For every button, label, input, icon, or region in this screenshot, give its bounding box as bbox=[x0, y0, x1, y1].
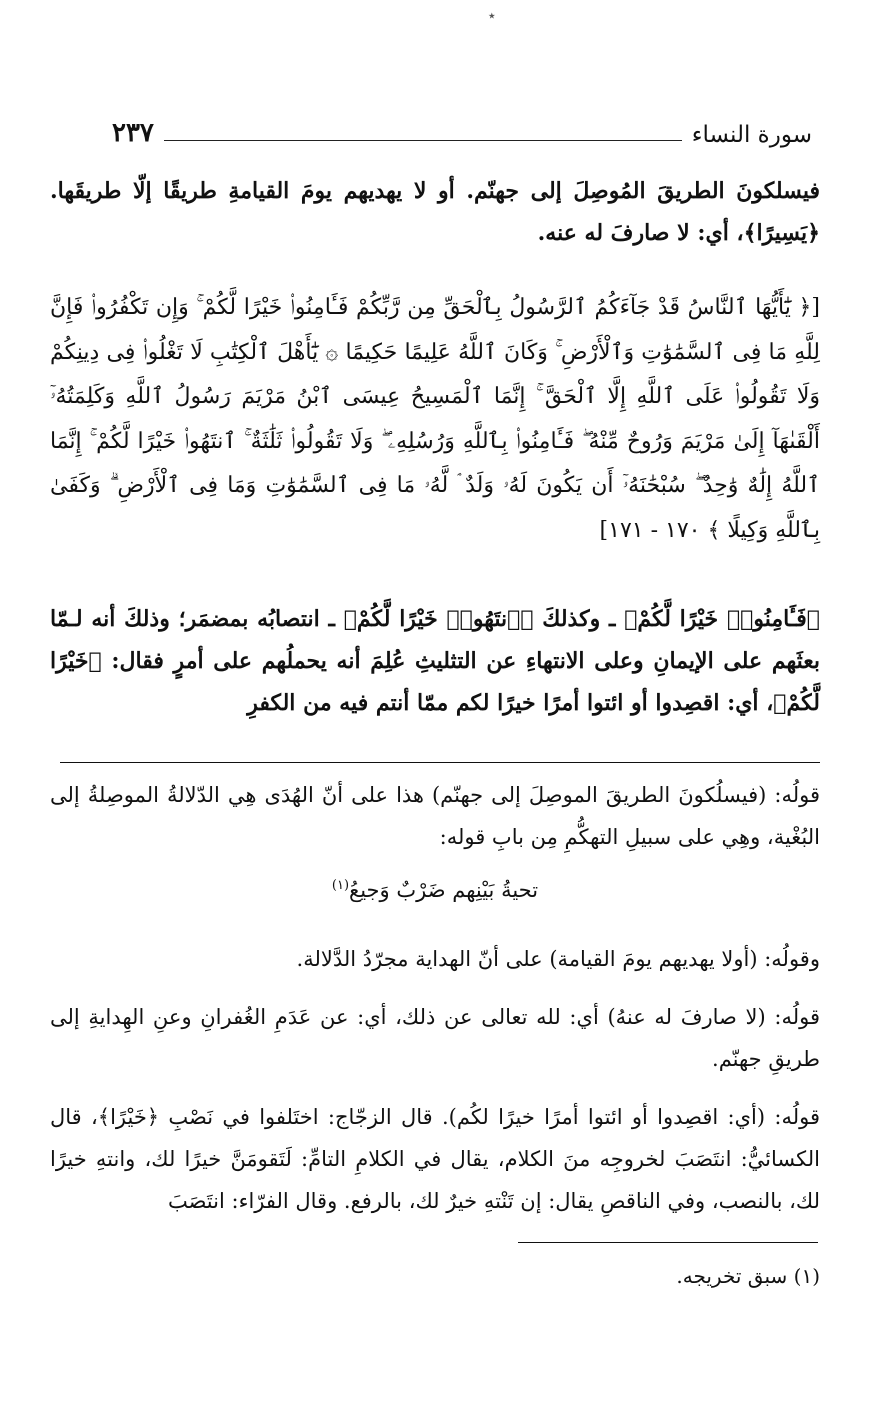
page-mark: ٭ bbox=[488, 8, 496, 24]
poetry-verse bbox=[50, 878, 820, 902]
commentary-text-2: وقولُه: (أولا يهديهم يومَ القيامة) على أنّ الهداية مجرّدُ الدَّلالة. bbox=[296, 947, 820, 971]
footnote-rule bbox=[518, 1242, 818, 1243]
footnote-ref: (١) bbox=[331, 878, 350, 893]
page-number: ٢٣٧ bbox=[112, 118, 154, 148]
main-text-p1: فيسلكونَ الطريقَ المُوصِلَ إلى جهنّم. أو لا يهديهم يومَ القيامةِ طريقًا إلّا طريقَها. ﴿يَسِيرًا﴾، أي: لا صارفَ له عنه. bbox=[50, 178, 820, 246]
commentary-text-1: قولُه: (فيسلُكونَ الطريقَ الموصِلَ إلى جهنّم) هذا على أنّ الهُدَى هِي الدّلالةُ الموصِلةُ إلى البُغْية، وهِي على سبيلِ التهكُّمِ مِن بابِ قوله: bbox=[50, 783, 820, 849]
commentary-2 bbox=[50, 938, 820, 980]
quran-passage bbox=[50, 286, 820, 553]
commentary-4 bbox=[50, 1096, 820, 1222]
commentary-text-4: قولُه: (أي: اقصِدوا أو ائتوا أمرًا خيرًا لكُم). قال الزجّاج: اختَلفوا في نَصْبِ ﴿خَيْرًا﴾، قال الكسائيُّ: انتَصَبَ لخروجِه منَ الكلام، يقال في الكلامِ التامِّ: لَتَقومَنَّ خيرًا لك، وانتهِ خيرًا لك، بالنصب، وفي الناقصِ يقال: إن تَنْتهِ خيرٌ لك، بالرفع. وقال الفرّاء: انتَصَبَ bbox=[50, 1105, 820, 1213]
main-paragraph-1 bbox=[50, 170, 820, 254]
footnote: (١) سبق تخريجه. bbox=[676, 1264, 820, 1288]
main-text-p2: ﴿فَـَٔامِنُوا۟ خَيْرًا لَّكُمْ﴾ ـ وكذلكَ ﴿ٱنتَهُوا۟ خَيْرًا لَّكُمْ﴾ ـ انتصابُه بمضمَر؛ وذلكَ أنه لـمّا بعثَهم على الإيمانِ وعلى الانتهاءِ عن التثليثِ عُلِمَ أنه يحملُهم على أمرٍ فقال: ﴿خَيْرًا لَّكُمْ﴾، أي: اقصِدوا أو ائتوا أمرًا خيرًا لكم ممّا أنتم فيه من الكفرِ bbox=[50, 606, 820, 716]
commentary-3 bbox=[50, 996, 820, 1080]
commentary-1 bbox=[50, 774, 820, 858]
main-paragraph-2 bbox=[50, 598, 820, 724]
page-header bbox=[112, 108, 812, 148]
commentary-divider bbox=[60, 762, 820, 763]
commentary-text-3: قولُه: (لا صارفَ له عنهُ) أي: لله تعالى عن ذلك، أي: عن عَدَمِ الغُفرانِ وعنِ الهِدايةِ إلى طريقِ جهنّم. bbox=[50, 1005, 820, 1071]
verse-text: تحيةُ بَيْنِهم ضَرْبٌ وَجيعُ bbox=[349, 878, 539, 902]
quran-text: [﴿ يَٰٓأَيُّهَا ٱلنَّاسُ قَدْ جَآءَكُمُ ٱلرَّسُولُ بِٱلْحَقِّ مِن رَّبِّكُمْ فَـَٔامِنُوا۟ خَيْرًا لَّكُمْ ۚ وَإِن تَكْفُرُوا۟ فَإِنَّ لِلَّهِ مَا فِى ٱلسَّمَٰوَٰتِ وَٱلْأَرْضِ ۚ وَكَانَ ٱللَّهُ عَلِيمًا حَكِيمًا ۞ يَٰٓأَهْلَ ٱلْكِتَٰبِ لَا تَغْلُوا۟ فِى دِينِكُمْ وَلَا تَقُولُوا۟ عَلَى ٱللَّهِ إِلَّا ٱلْحَقَّ ۚ إِنَّمَا ٱلْمَسِيحُ عِيسَى ٱبْنُ مَرْيَمَ رَسُولُ ٱللَّهِ وَكَلِمَتُهُۥٓ أَلْقَىٰهَآ إِلَىٰ مَرْيَمَ وَرُوحٌ مِّنْهُ ۖ فَـَٔامِنُوا۟ بِٱللَّهِ وَرُسُلِهِۦ ۖ وَلَا تَقُولُوا۟ ثَلَٰثَةٌ ۚ ٱنتَهُوا۟ خَيْرًا لَّكُمْ ۚ إِنَّمَا ٱللَّهُ إِلَٰهٌ وَٰحِدٌ ۖ سُبْحَٰنَهُۥٓ أَن يَكُونَ لَهُۥ وَلَدٌ ۘ لَّهُۥ مَا فِى ٱلسَّمَٰوَٰتِ وَمَا فِى ٱلْأَرْضِ ۗ وَكَفَىٰ بِٱللَّهِ وَكِيلًا ﴾ ١٧٠ - ١٧١] bbox=[50, 295, 820, 543]
surah-title: سورة النساء bbox=[691, 122, 812, 148]
header-rule bbox=[164, 140, 682, 141]
